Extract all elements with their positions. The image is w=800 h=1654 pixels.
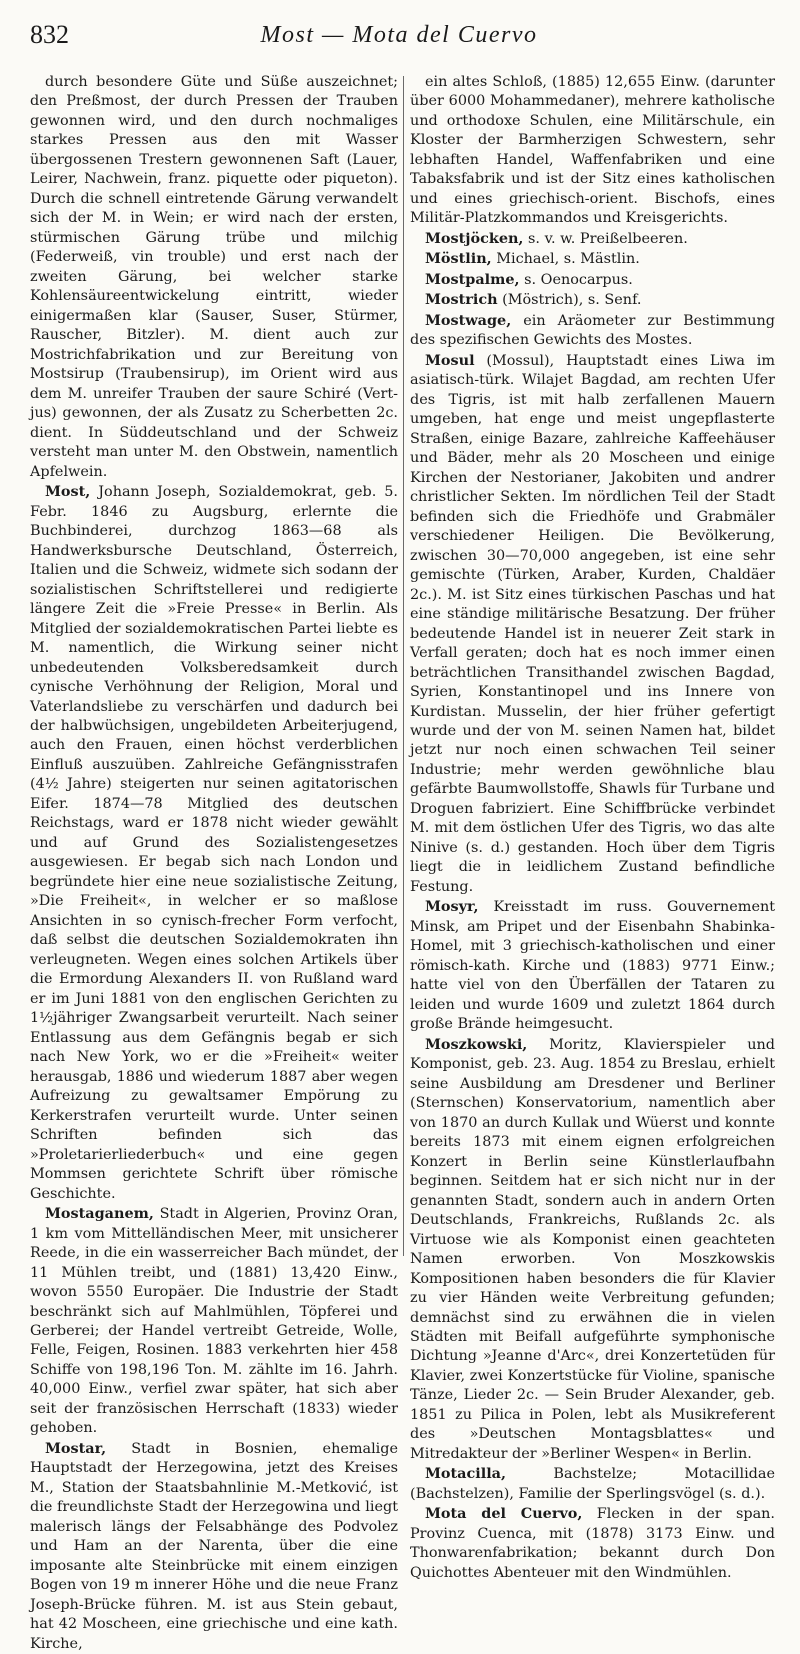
entry-text: Johann Joseph, Sozialdemokrat, geb. 5. Febr. 1846 zu Augsburg, erlernte die Buchbinderei, durchzog 1863—68 als Handwerksbursche Deutschland, Österreich, Italien und die Schweiz, widmete sich sodann der sozialistischen Schriftstellerei und redigierte längere Zeit die »Freie Presse« in Berlin. Als Mitglied der sozialdemokratischen Partei liebte es M. namentlich, die Wirkung seiner nicht unbedeutenden Volksberedsamkeit durch cynische Verhöhnung der Religion, Moral und Vaterlandsliebe zu verschärfen und dadurch bei der halbwüchsigen, ungebildeten Arbeiterjugend, auch den Frauen, einen höchst verderblichen Einfluß auszuüben. Zahlreiche Gefängnisstrafen (4½ Jahre) steigerten nur seinen agitatorischen Eifer. 1874—78 Mitglied des deutschen Reichstags, ward er 1878 nicht wieder gewählt und auf Grund des Sozialistengesetzes ausgewiesen. Er begab sich nach London und begründete hier eine neue sozialistische Zeitung, »Die Freiheit«, in welcher er so maßlose Ansichten in so cynisch-frecher Form verfocht, daß selbst die deutschen Sozialdemokraten ihn verleugneten. Wegen eines solchen Artikels über die Ermordung Alexanders II. von Rußland ward er im Juni 1881 von den englischen Gerichten zu 1½jähriger Zwangsarbeit verurteilt. Nach seiner Entlassung aus dem Gefängnis begab er sich nach New York, wo er die »Freiheit« weiter herausgab, 1886 und wiederum 1887 aber wegen Aufreizung zu gewaltsamer Empörung zu Kerkerstrafen verurteilt wurde. Unter seinen Schriften befinden sich das »Proletarierliederbuch« und eine gegen Mommsen gerichtete Schrift über römische Geschichte. [30, 484, 399, 1202]
entry-mostar [30, 1439, 398, 1654]
entry-text: Stadt in Algerien, Provinz Oran, 1 km vom Mittelländischen Meer, mit unsicherer Reede, in die ein wasserreicher Bach mündet, der 11 Mühlen treibt, und (1881) 13,420 Einw., wovon 5550 Europäer. Die Industrie der Stadt beschränkt sich auf Mahlmühlen, Töpferei und Gerberei; der Handel vertreibt Getreide, Wolle, Felle, Feigen, Rosinen. 1883 verkehrten hier 458 Schiffe von 198,196 Ton. M. zählte im 16. Jahrh. 40,000 Einw., verfiel zwar später, hat sich aber seit der französischen Herrschaft (1833) wieder gehoben. [30, 1206, 398, 1437]
entry-headword: Mostjöcken, [425, 229, 524, 247]
entry-most-johann [30, 482, 398, 1204]
entry-headword: Mosyr, [425, 898, 479, 916]
entry-mostwage [410, 311, 775, 351]
entry-moestlin [410, 249, 775, 269]
entry-headword: Mostwage, [425, 311, 512, 329]
entry-text: s. Oenocarpus. [524, 271, 633, 288]
entry-text: durch besondere Güte und Süße auszeichnet; den Preßmost, der durch Pressen der Trauben gewonnen wird, und den durch nochmaliges starkes Pressen aus den mit Wasser übergossenen Trestern gewonnenen Saft (Lauer, Leirer, Nachwein, franz. piquette oder piqueton). Durch die schnell eintretende Gärung verwandelt sich der M. in Wein; er wird nach der ersten, stürmischen Gärung trübe und milchig (Federweiß, vin trouble) und erst nach der zweiten Gärung, bei welcher starke Kohlensäureentwickelung eintritt, wieder einigermaßen klar (Sauser, Suser, Stürmer, Rauscher, Bitzler). M. dient auch zur Mostrichfabrikation und zur Bereitung von Mostsirup (Traubensirup), im Orient wird aus dem M. unreifer Trauben der saure Schiré (Vert-jus) gewonnen, der als Zusatz zu Scherbetten 2c. dient. In Süddeutschland und der Schweiz versteht man unter M. den Obstwein, namentlich Apfelwein. [30, 74, 398, 480]
entry-headword: Mostpalme, [425, 270, 520, 288]
entry-mosul [410, 351, 775, 898]
left-column [30, 72, 399, 1652]
entry-mota-del-cuervo [410, 1504, 775, 1583]
entry-moszkowski [410, 1035, 775, 1465]
entry-text: Stadt in Bosnien, ehemalige Hauptstadt der Herzegowina, jetzt des Kreises M., Station der Staatsbahnlinie M.-Metković, ist die freundlichste Stadt der Herzegowina und liegt malerisch längs der Felsabhänge des Podvolez und Ham an der Narenta, über die eine imposante alte Steinbrücke mit einem einzigen Bogen von 19 m innerer Höhe und die neue Franz Joseph-Brücke führen. M. ist aus Stein gebaut, hat 42 Moscheen, eine griechische und eine kath. Kirche, [30, 1440, 399, 1652]
entry-headword: Mostaganem, [45, 1205, 154, 1223]
entry-mosyr [410, 897, 775, 1034]
entry-mostjoecken [410, 229, 775, 249]
entry-headword: Mostar, [45, 1439, 107, 1457]
entry-text: Flecken in der span. Provinz Cuenca, mit (1878) 3173 Einw. und Thonwarenfabrikation; bekannt durch Don Quichottes Abenteuer mit den Windmühlen. [410, 1506, 775, 1581]
entry-mostar-continued [410, 72, 775, 229]
entry-text: ein altes Schloß, (1885) 12,655 Einw. (darunter über 6000 Mohammedaner), mehrere katholische und orthodoxe Schulen, eine Militärschule, ein Kloster der Barmherzigen Schwestern, sehr lebhaften Handel, Waffenfabriken und eine Tabaksfabrik und ist der Sitz eines katholischen und eines griechisch-orient. Bischofs, eines Militär-Platzkommandos und Kreisgerichts. [410, 74, 775, 227]
running-title: Most — Mota del Cuervo [260, 22, 538, 48]
entry-headword: Most, [45, 483, 91, 501]
entry-text: Kreisstadt im russ. Gouvernement Minsk, am Pripet und der Eisenbahn Shabinka-Homel, mit 3 griechisch-katholischen und einer römisch-kath. Kirche und (1883) 9771 Einw.; hatte viel von den Überfällen der Tataren zu leiden und wurde 1609 und zuletzt 1864 durch große Brände heimgesucht. [410, 899, 776, 1033]
entry-mostaganem [30, 1204, 398, 1439]
entry-headword: Moszkowski, [425, 1035, 528, 1053]
page-header [30, 10, 768, 58]
entry-text: (Mossul), Hauptstadt eines Liwa im asiatisch-türk. Wilajet Bagdad, am rechten Ufer des Tigris, ist mit halb zerfallenen Mauern umgeben, hat enge und meist ungepflasterte Straßen, einige Bazare, zahlreiche Kaffeehäuser und Bäder, mehr als 20 Moscheen und einige Kirchen der Nestorianer, Jakobiten und andrer christlicher Sekten. Im nördlichen Teil der Stadt befinden sich die Friedhöfe und Grabmäler verschiedener Heiligen. Die Bevölkerung, zwischen 30—70,000 angegeben, ist eine sehr gemischte (Türken, Araber, Kurden, Chaldäer 2c.). M. ist Sitz eines türkischen Paschas und hat eine ständige militärische Besatzung. Der früher bedeutende Handel ist in neuerer Zeit stark in Verfall geraten; doch hat es noch immer einen beträchtlichen Transithandel zwischen Bagdad, Syrien, Konstantinopel und ins Innere von Kurdistan. Musselin, der hier früher gefertigt wurde und der von M. seinen Namen hat, bildet jetzt nur noch einen schwachen Teil seiner Industrie; mehr werden gewöhnliche blau gefärbte Baumwollstoffe, Shawls für Turbane und Droguen fabriziert. Eine Schiffbrücke verbindet M. mit dem östlichen Ufer des Tigris, wo das alte Ninive (s. d.) gestanden. Hoch über dem Tigris liegt die in leidlichem Zustand befindliche Festung. [410, 352, 775, 895]
entry-text: Michael, s. Mästlin. [496, 251, 640, 268]
entry-text: ein Aräometer zur Bestimmung des spezifischen Gewichts des Mostes. [410, 312, 775, 349]
entry-headword: Möstlin, [425, 250, 492, 268]
entry-motacilla [410, 1464, 775, 1504]
entry-most-continued [30, 72, 398, 482]
right-column [410, 72, 776, 1581]
entry-mostpalme [410, 270, 775, 290]
column-divider [403, 76, 404, 1256]
entry-headword: Motacilla, [425, 1465, 506, 1483]
entry-text: (Möstrich), s. Senf. [502, 292, 642, 309]
entry-text: s. v. w. Preißelbeeren. [528, 230, 688, 247]
entry-text: Bachstelze; Motacillidae (Bachstelzen), Familie der Sperlingsvögel (s. d.). [410, 1466, 775, 1502]
entry-headword: Mosul [425, 351, 475, 369]
entry-text: Moritz, Klavierspieler und Komponist, geb. 23. Aug. 1854 zu Breslau, erhielt seine Ausbildung am Dresdener und Berliner (Sternschen) Konservatorium, namentlich aber von 1870 an durch Kullak und Wüerst und konnte bereits 1873 mit einem eignen erfolgreichen Konzert in Berlin seine Künstlerlaufbahn beginnen. Seitdem hat er sich nicht nur in der genannten Stadt, sondern auch in andern Orten Deutschlands, Frankreichs, Rußlands 2c. als Virtuose wie als Komponist einen geachteten Namen erworben. Von Moszkowskis Kompositionen haben besonders die für Klavier zu vier Händen weite Verbreitung gefunden; demnächst sind zu erwähnen die in vielen Städten mit Beifall aufgeführte symphonische Dichtung »Jeanne d'Arc«, drei Konzertetüden für Klavier, zwei Konzertstücke für Violine, spanische Tänze, Lieder 2c. — Sein Bruder Alexander, geb. 1851 zu Pilica in Polen, lebt als Musikreferent des »Deutschen Montagsblattes« und Mitredakteur der »Berliner Wespen« in Berlin. [410, 1036, 775, 1462]
entry-mostrich [410, 290, 775, 310]
page-number: 832 [30, 20, 69, 49]
entry-headword: Mota del Cuervo, [425, 1505, 583, 1523]
entry-headword: Mostrich [425, 291, 498, 309]
